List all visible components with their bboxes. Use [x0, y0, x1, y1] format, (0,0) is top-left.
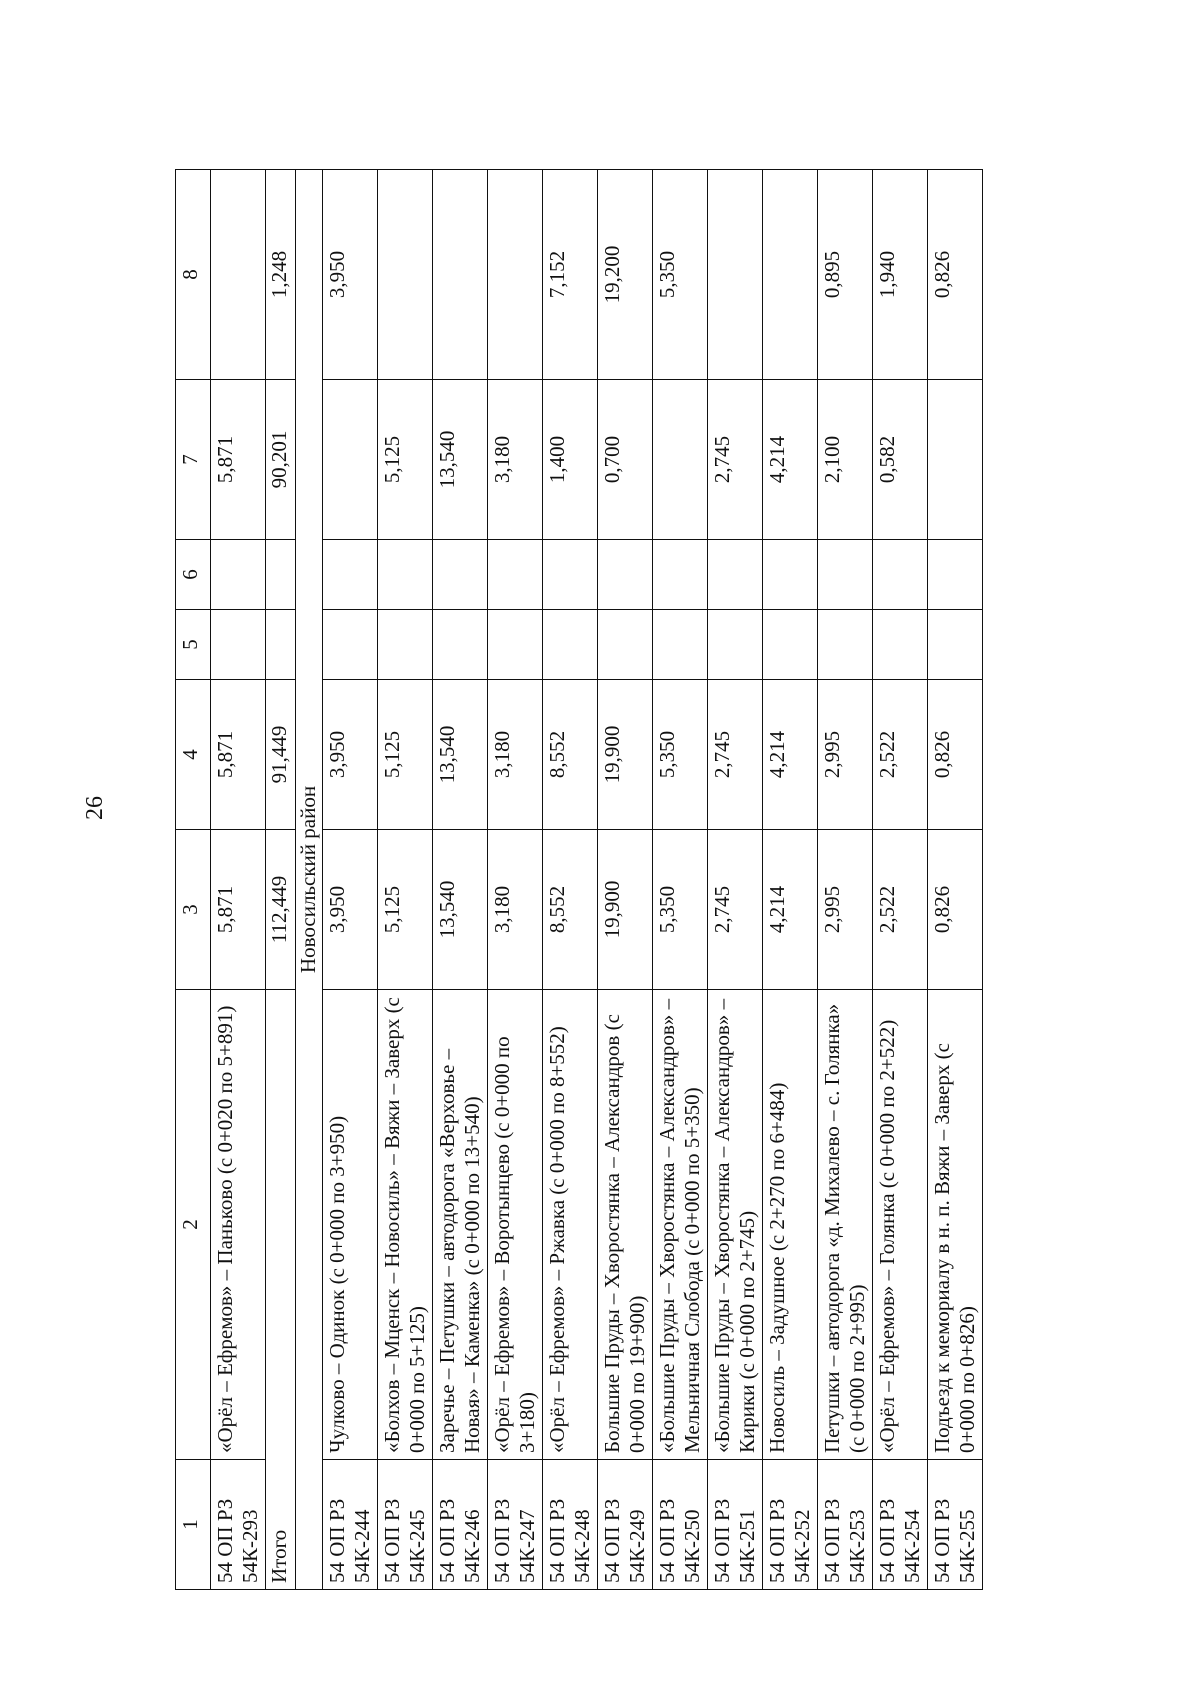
cell-col-7: [653, 380, 708, 540]
table-row: [488, 170, 543, 1590]
cell-col-8: [763, 170, 818, 380]
cell-col-6: [433, 540, 488, 610]
cell-col-5: [211, 610, 266, 680]
cell-col-4: 5,350: [653, 680, 708, 830]
header-col-2: 2: [176, 990, 211, 1460]
roads-table: [175, 169, 983, 1590]
road-id: 54 ОП РЗ 54К-249: [598, 1460, 653, 1590]
cell-col-3: 2,995: [818, 830, 873, 990]
road-name: «Болхов – Мценск – Новосиль» – Вяжи – Заверх (с 0+000 по 5+125): [378, 990, 433, 1460]
cell-col-4: 3,180: [488, 680, 543, 830]
table-row: [543, 170, 598, 1590]
cell-col-7: [928, 380, 983, 540]
header-col-7: 7: [176, 380, 211, 540]
cell-col-7: 3,180: [488, 380, 543, 540]
cell-col-3: 5,125: [378, 830, 433, 990]
total-col-8: 1,248: [266, 170, 296, 380]
road-id: 54 ОП РЗ 54К-253: [818, 1460, 873, 1590]
road-name: Подъезд к мемориалу в н. п. Вяжи – Заверх (с 0+000 по 0+826): [928, 990, 983, 1460]
cell-col-5: [488, 610, 543, 680]
table-row: [433, 170, 488, 1590]
road-id: 54 ОП РЗ 54К-255: [928, 1460, 983, 1590]
cell-col-6: [543, 540, 598, 610]
region-rows: [323, 170, 983, 1590]
cell-col-6: [598, 540, 653, 610]
cell-col-7: 1,400: [543, 380, 598, 540]
cell-col-3: 5,871: [211, 830, 266, 990]
cell-col-8: 0,895: [818, 170, 873, 380]
cell-col-4: 2,745: [708, 680, 763, 830]
road-id: 54 ОП РЗ 54К-293: [211, 1460, 266, 1590]
header-col-1: 1: [176, 1460, 211, 1590]
road-id: 54 ОП РЗ 54К-254: [873, 1460, 928, 1590]
cell-col-5: [323, 610, 378, 680]
cell-col-7: 13,540: [433, 380, 488, 540]
cell-col-7: 2,100: [818, 380, 873, 540]
cell-col-7: [323, 380, 378, 540]
cell-col-4: 13,540: [433, 680, 488, 830]
header-row: [176, 170, 211, 1590]
cell-col-3: 3,950: [323, 830, 378, 990]
road-name: Большие Пруды – Хворостянка – Александров (с 0+000 по 19+900): [598, 990, 653, 1460]
road-id: 54 ОП РЗ 54К-245: [378, 1460, 433, 1590]
road-name: Новосиль – Задушное (с 2+270 по 6+484): [763, 990, 818, 1460]
cell-col-4: 0,826: [928, 680, 983, 830]
cell-col-5: [543, 610, 598, 680]
cell-col-6: [928, 540, 983, 610]
road-id: 54 ОП РЗ 54К-246: [433, 1460, 488, 1590]
road-id: 54 ОП РЗ 54К-252: [763, 1460, 818, 1590]
cell-col-8: 1,940: [873, 170, 928, 380]
road-name: «Орёл – Ефремов» – Воротынцево (с 0+000 по 3+180): [488, 990, 543, 1460]
header-col-3: 3: [176, 830, 211, 990]
cell-col-6: [708, 540, 763, 610]
table-row: [928, 170, 983, 1590]
road-name: «Орёл – Ефремов» – Ржавка (с 0+000 по 8+552): [543, 990, 598, 1460]
cell-col-8: [708, 170, 763, 380]
total-col-4: 91,449: [266, 680, 296, 830]
cell-col-4: 3,950: [323, 680, 378, 830]
cell-col-8: [378, 170, 433, 380]
region-row: [296, 170, 323, 1590]
cell-col-6: [211, 540, 266, 610]
cell-col-6: [818, 540, 873, 610]
road-name: «Большие Пруды – Хворостянка – Александров» – Кирики (с 0+000 по 2+745): [708, 990, 763, 1460]
cell-col-5: [708, 610, 763, 680]
cell-col-8: [211, 170, 266, 380]
cell-col-3: 13,540: [433, 830, 488, 990]
header-col-5: 5: [176, 610, 211, 680]
cell-col-6: [763, 540, 818, 610]
road-name: Чулково – Одинок (с 0+000 по 3+950): [323, 990, 378, 1460]
cell-col-4: 2,522: [873, 680, 928, 830]
cell-col-3: 5,350: [653, 830, 708, 990]
cell-col-3: 2,522: [873, 830, 928, 990]
table-row: [818, 170, 873, 1590]
road-name: «Орёл – Ефремов» – Голянка (с 0+000 по 2+522): [873, 990, 928, 1460]
cell-col-5: [433, 610, 488, 680]
road-id: 54 ОП РЗ 54К-248: [543, 1460, 598, 1590]
cell-col-6: [873, 540, 928, 610]
cell-col-5: [378, 610, 433, 680]
cell-col-4: 5,871: [211, 680, 266, 830]
page-number: 26: [82, 796, 108, 820]
cell-col-6: [488, 540, 543, 610]
cell-col-4: 5,125: [378, 680, 433, 830]
table-row: [708, 170, 763, 1590]
road-id: 54 ОП РЗ 54К-250: [653, 1460, 708, 1590]
cell-col-4: 4,214: [763, 680, 818, 830]
header-col-6: 6: [176, 540, 211, 610]
cell-col-8: 7,152: [543, 170, 598, 380]
cell-col-6: [323, 540, 378, 610]
total-label: Итого: [266, 990, 296, 1590]
cell-col-3: 2,745: [708, 830, 763, 990]
total-col-6: [266, 540, 296, 610]
cell-col-8: 3,950: [323, 170, 378, 380]
cell-col-7: 5,125: [378, 380, 433, 540]
table-row: [211, 170, 266, 1590]
cell-col-7: 0,700: [598, 380, 653, 540]
rotated-table-sheet: [175, 170, 1065, 1590]
cell-col-8: [488, 170, 543, 380]
table-row: [323, 170, 378, 1590]
total-col-3: 112,449: [266, 830, 296, 990]
road-name: «Орёл – Ефремов» – Паньково (с 0+020 по 5+891): [211, 990, 266, 1460]
cell-col-8: 0,826: [928, 170, 983, 380]
cell-col-6: [378, 540, 433, 610]
road-name: «Большие Пруды – Хворостянка – Александров» – Мельничная Слобода (с 0+000 по 5+350): [653, 990, 708, 1460]
cell-col-3: 4,214: [763, 830, 818, 990]
cell-col-7: 5,871: [211, 380, 266, 540]
cell-col-8: 5,350: [653, 170, 708, 380]
cell-col-5: [598, 610, 653, 680]
total-col-7: 90,201: [266, 380, 296, 540]
header-col-8: 8: [176, 170, 211, 380]
table-row: [378, 170, 433, 1590]
region-heading: Новосильский район: [296, 170, 323, 1590]
road-id: 54 ОП РЗ 54К-247: [488, 1460, 543, 1590]
cell-col-5: [763, 610, 818, 680]
header-col-4: 4: [176, 680, 211, 830]
road-name: Петушки – автодорога «д. Михалево – с. Голянка» (с 0+000 по 2+995): [818, 990, 873, 1460]
table-row: [653, 170, 708, 1590]
road-name: Заречье – Петушки – автодорога «Верховье – Новая» – Каменка» (с 0+000 по 13+540): [433, 990, 488, 1460]
cell-col-3: 0,826: [928, 830, 983, 990]
cell-col-5: [873, 610, 928, 680]
cell-col-4: 19,900: [598, 680, 653, 830]
table-row: [873, 170, 928, 1590]
cell-col-5: [653, 610, 708, 680]
cell-col-5: [818, 610, 873, 680]
total-col-5: [266, 610, 296, 680]
cell-col-8: [433, 170, 488, 380]
cell-col-7: 0,582: [873, 380, 928, 540]
total-row: [266, 170, 296, 1590]
table-row: [763, 170, 818, 1590]
road-id: 54 ОП РЗ 54К-251: [708, 1460, 763, 1590]
cell-col-7: 4,214: [763, 380, 818, 540]
cell-col-6: [653, 540, 708, 610]
cell-col-7: 2,745: [708, 380, 763, 540]
road-id: 54 ОП РЗ 54К-244: [323, 1460, 378, 1590]
cell-col-8: 19,200: [598, 170, 653, 380]
cell-col-5: [928, 610, 983, 680]
cell-col-4: 8,552: [543, 680, 598, 830]
cell-col-3: 3,180: [488, 830, 543, 990]
table-row: [598, 170, 653, 1590]
cell-col-4: 2,995: [818, 680, 873, 830]
cell-col-3: 8,552: [543, 830, 598, 990]
cell-col-3: 19,900: [598, 830, 653, 990]
